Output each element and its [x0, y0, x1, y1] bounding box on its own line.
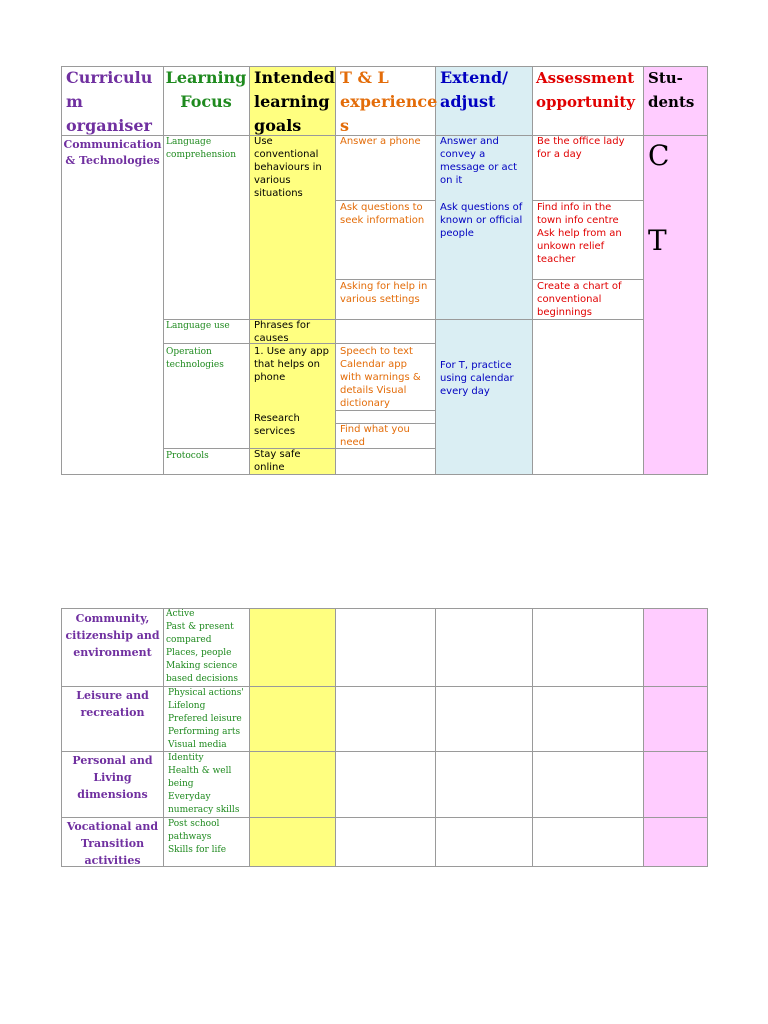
goal-phrases-for-causes: Phrases for causes: [254, 320, 311, 344]
focus-list-vocational: Post school pathways Skills for life: [168, 819, 227, 855]
tl-answer-a-phone: Answer a phone: [340, 136, 421, 147]
tl-speech-to-text: Speech to text Calendar app with warnings & details Visual dictionary: [340, 346, 421, 409]
extend-column-bg: [435, 66, 532, 474]
goal-use-any-app: 1. Use any app that helps on phone: [254, 346, 329, 383]
goal-research-services: Research services: [254, 413, 300, 437]
header-students: Stu- dents: [648, 69, 695, 111]
focus-language-comprehension: Language comprehension: [166, 137, 237, 160]
student-initial-c: C: [648, 139, 670, 172]
header-learning-focus: Learning Focus: [165, 68, 247, 111]
focus-list-personal: Identity Health & well being Everyday numeracy skills: [168, 753, 240, 815]
student-initial-t: T: [648, 224, 667, 257]
focus-language-use: Language use: [166, 321, 230, 331]
goals-column-bg-2: [249, 608, 335, 866]
extend-practice-calendar: For T, practice using calendar every day: [440, 360, 514, 397]
focus-operation-technologies: Operation technologies: [166, 347, 224, 370]
assessment-office-lady: Be the office lady for a day: [537, 136, 625, 160]
organiser-communication-technologies: Communication & Technologies: [63, 138, 162, 167]
students-column-bg: [643, 66, 707, 474]
organiser-community-citizenship: Community, citizenship and environment: [65, 612, 160, 659]
organiser-personal-living: Personal and Living dimensions: [72, 754, 153, 801]
header-curriculum-organiser: Curriculu m organiser: [66, 68, 153, 135]
header-intended-learning-goals: Intended learning goals: [254, 68, 335, 135]
organiser-vocational-transition: Vocational and Transition activities: [66, 820, 159, 867]
focus-list-leisure: Physical actions' Lifelong Prefered leisure Performing arts Visual media: [168, 688, 244, 750]
goal-conventional-behaviours: Use conventional behaviours in various situations: [254, 136, 322, 199]
tl-find-what-you-need: Find what you need: [340, 424, 410, 448]
assessment-find-info: Find info in the town info centre Ask help from an unkown relief teacher: [537, 202, 622, 265]
tl-asking-for-help: Asking for help in various settings: [340, 281, 428, 305]
header-assessment-opportunity: Assessment opportunity: [536, 69, 635, 111]
header-tl-experiences: T & L experience s: [340, 68, 438, 135]
students-column-bg-2: [643, 608, 707, 866]
tl-ask-questions: Ask questions to seek information: [340, 202, 425, 226]
extend-ask-questions-of: Ask questions of known or official people: [440, 202, 523, 239]
focus-protocols: Protocols: [166, 451, 209, 461]
organiser-leisure-recreation: Leisure and recreation: [76, 689, 149, 719]
header-extend-adjust: Extend/ adjust: [440, 68, 508, 111]
assessment-create-chart: Create a chart of conventional beginnings: [537, 281, 622, 318]
goal-stay-safe-online: Stay safe online: [254, 449, 301, 473]
extend-answer-and-convey: Answer and convey a message or act on it: [440, 136, 518, 186]
focus-list-community: Active Past & present compared Places, people Making science based decisions: [166, 609, 239, 684]
